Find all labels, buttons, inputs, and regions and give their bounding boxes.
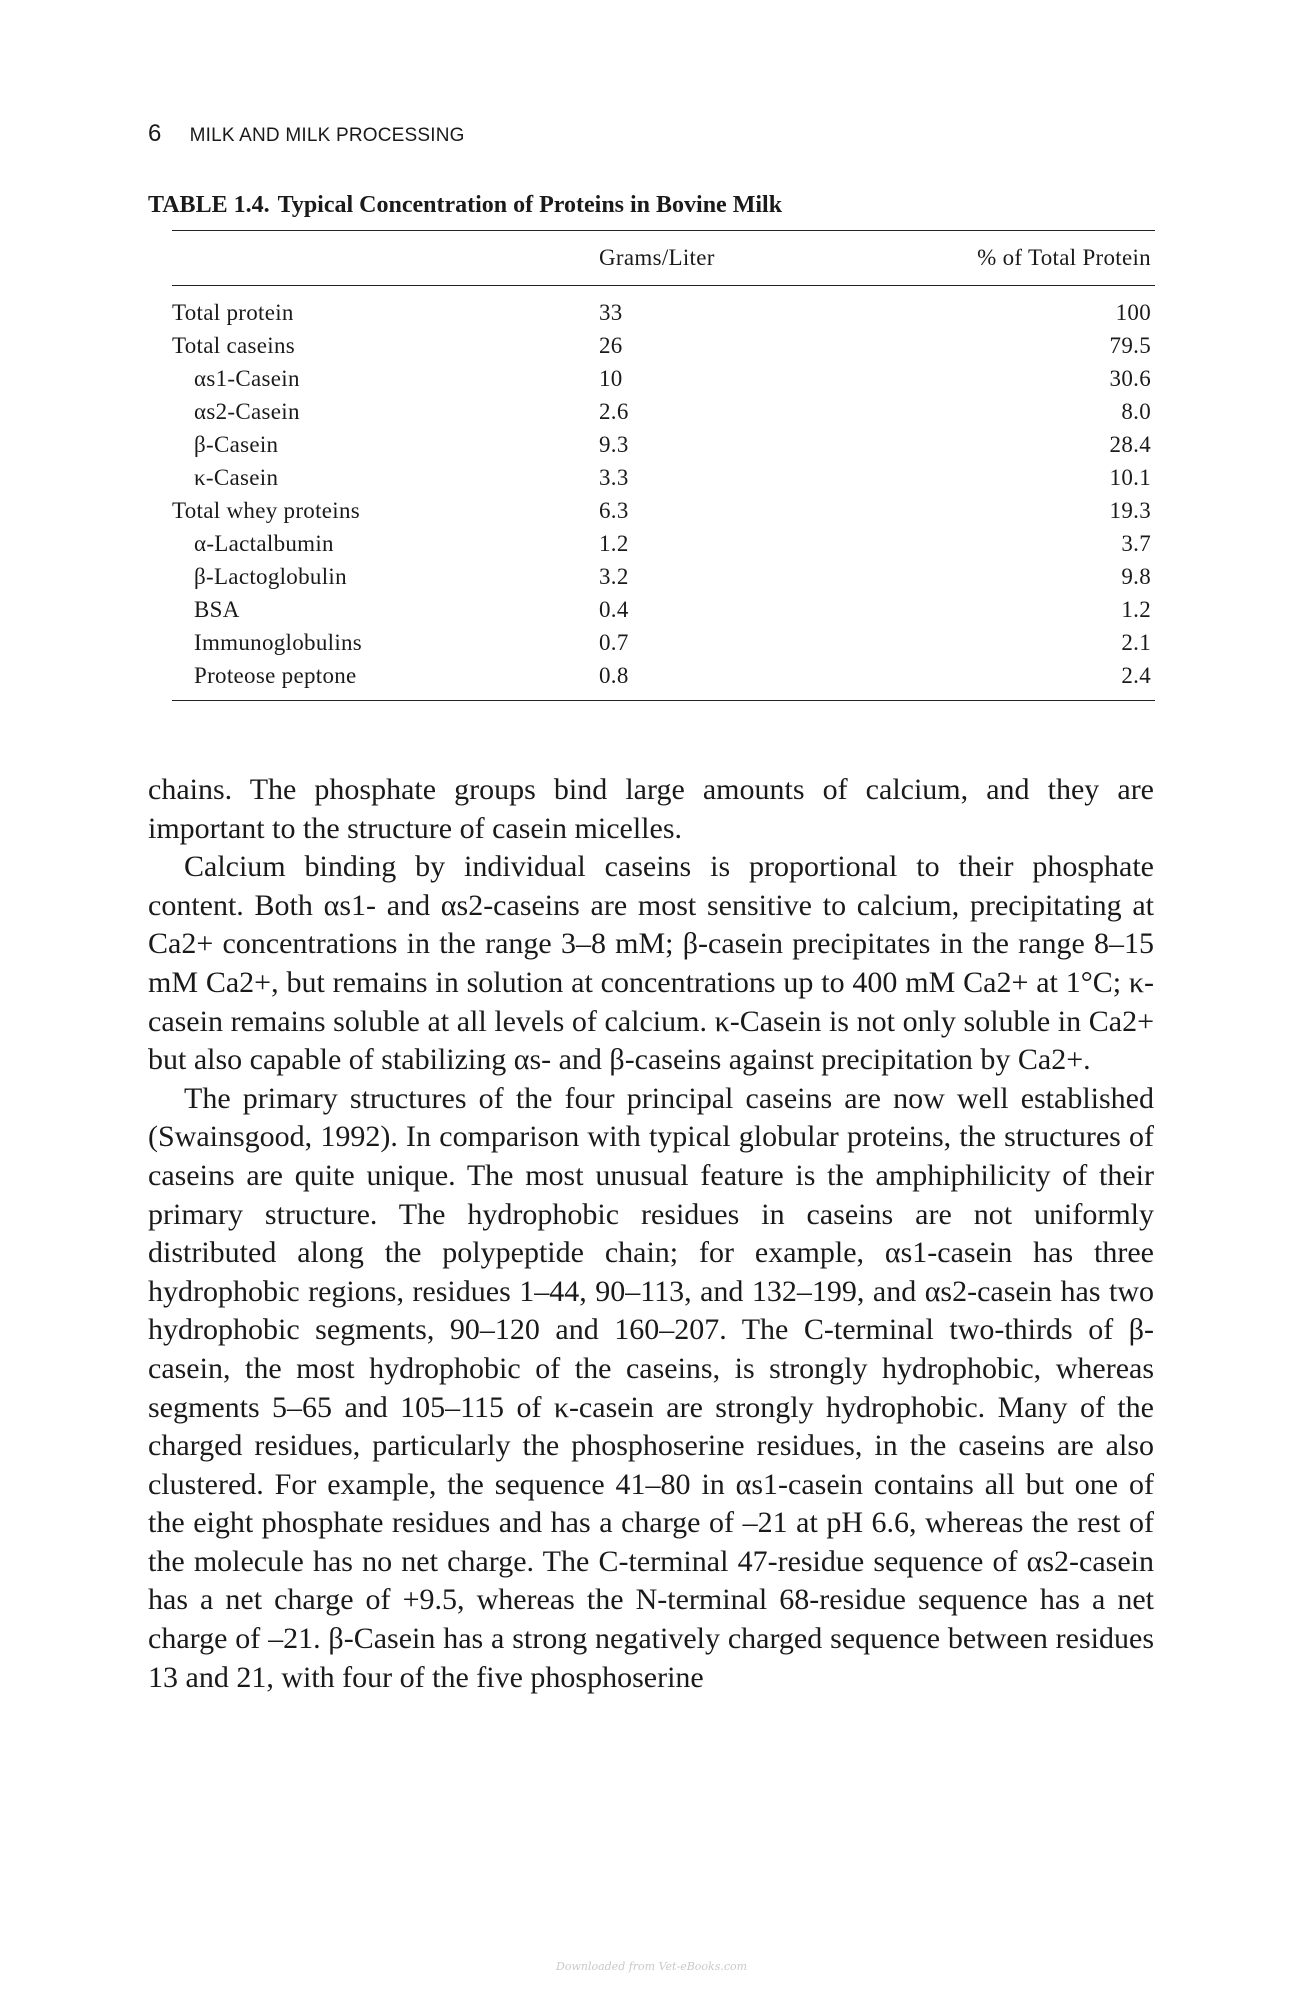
protein-name-cell: α-Lactalbumin: [194, 531, 334, 556]
protein-name-cell: β-Casein: [194, 432, 279, 457]
body-paragraph: Calcium binding by individual caseins is proportional to their phosphate content. Both αs1- and αs2-caseins are most sensitive to calcium, precipitating at Ca2+ concentrations in the range 3–8 mM; β-casein precipitates in the range 8–15 mM Ca2+, but remains in solution at concentrations up to 400 mM Ca2+ at 1°C; κ-casein remains soluble at all levels of calcium. κ-Casein is not only soluble in Ca2+ but also capable of stabilizing αs- and β-caseins against precipitation by Ca2+.: [148, 850, 1154, 1077]
table-row: [172, 329, 1155, 362]
table-row: [172, 593, 1155, 626]
table-label: TABLE 1.4.: [148, 192, 270, 218]
percent-total-cell: 8.0: [1121, 399, 1151, 424]
page-number: 6: [148, 120, 162, 147]
grams-per-liter-cell: 10: [599, 366, 623, 391]
grams-per-liter-cell: 2.6: [599, 399, 629, 424]
table-header-row: [172, 231, 1155, 286]
protein-name-cell: Total whey proteins: [172, 498, 361, 523]
column-header-percent-total: % of Total Protein: [977, 245, 1151, 270]
protein-name-cell: Proteose peptone: [194, 663, 357, 688]
table-row: [172, 494, 1155, 527]
grams-per-liter-cell: 3.3: [599, 465, 629, 490]
protein-name-cell: Total protein: [172, 300, 294, 325]
percent-total-cell: 28.4: [1109, 432, 1151, 457]
table-title: Typical Concentration of Proteins in Bovine Milk: [277, 192, 783, 218]
percent-total-cell: 10.1: [1109, 465, 1151, 490]
protein-name-cell: Total caseins: [172, 333, 295, 358]
grams-per-liter-cell: 0.8: [599, 663, 629, 688]
percent-total-cell: 2.4: [1121, 663, 1151, 688]
grams-per-liter-cell: 0.7: [599, 630, 629, 655]
protein-name-cell: β-Lactoglobulin: [194, 564, 347, 589]
table-row: [172, 659, 1155, 701]
body-text: [148, 771, 1154, 1697]
running-header: [148, 120, 465, 148]
running-title: MILK AND MILK PROCESSING: [189, 125, 465, 146]
table-row: [172, 428, 1155, 461]
percent-total-cell: 19.3: [1109, 498, 1151, 523]
table-row: [172, 286, 1155, 330]
column-header-protein: [172, 231, 599, 286]
grams-per-liter-cell: 33: [599, 300, 623, 325]
grams-per-liter-cell: 6.3: [599, 498, 629, 523]
grams-per-liter-cell: 9.3: [599, 432, 629, 457]
grams-per-liter-cell: 3.2: [599, 564, 629, 589]
body-paragraph: chains. The phosphate groups bind large amounts of calcium, and they are important to the structure of casein micelles.: [148, 773, 1154, 845]
column-header-grams-per-liter: Grams/Liter: [599, 245, 715, 270]
table-caption: [148, 192, 782, 219]
percent-total-cell: 100: [1115, 300, 1151, 325]
table-body: [172, 286, 1155, 701]
table-row: [172, 560, 1155, 593]
table-row: [172, 626, 1155, 659]
protein-name-cell: κ-Casein: [194, 465, 279, 490]
protein-name-cell: Immunoglobulins: [194, 630, 363, 655]
table-row: [172, 362, 1155, 395]
table-row: [172, 395, 1155, 428]
table-row: [172, 461, 1155, 494]
percent-total-cell: 1.2: [1121, 597, 1151, 622]
grams-per-liter-cell: 26: [599, 333, 623, 358]
grams-per-liter-cell: 0.4: [599, 597, 629, 622]
percent-total-cell: 3.7: [1121, 531, 1151, 556]
grams-per-liter-cell: 1.2: [599, 531, 629, 556]
protein-table: [172, 230, 1155, 701]
percent-total-cell: 79.5: [1109, 333, 1151, 358]
footer-watermark: Downloaded from Vet-eBooks.com: [556, 1960, 748, 1973]
protein-name-cell: αs1-Casein: [194, 366, 300, 391]
protein-name-cell: αs2-Casein: [194, 399, 300, 424]
percent-total-cell: 2.1: [1121, 630, 1151, 655]
table-row: [172, 527, 1155, 560]
percent-total-cell: 30.6: [1109, 366, 1151, 391]
percent-total-cell: 9.8: [1121, 564, 1151, 589]
body-paragraph: The primary structures of the four principal caseins are now well established (Swainsgood, 1992). In comparison with typical globular proteins, the structures of caseins are quite unique. The most unusual feature is the amphiphilicity of their primary structure. The hydrophobic residues in caseins are not uniformly distributed along the polypeptide chain; for example, αs1-casein has three hydrophobic regions, residues 1–44, 90–113, and 132–199, and αs2-casein has two hydrophobic segments, 90–120 and 160–207. The C-terminal two-thirds of β-casein, the most hydrophobic of the caseins, is strongly hydrophobic, whereas segments 5–65 and 105–115 of κ-casein are strongly hydrophobic. Many of the charged residues, particularly the phosphoserine residues, in the caseins are also clustered. For example, the sequence 41–80 in αs1-casein contains all but one of the eight phosphate residues and has a charge of –21 at pH 6.6, whereas the rest of the molecule has no net charge. The C-terminal 47-residue sequence of αs2-casein has a net charge of +9.5, whereas the N-terminal 68-residue sequence has a net charge of –21. β-Casein has a strong negatively charged sequence between residues 13 and 21, with four of the five phosphoserine: [148, 1081, 1154, 1694]
protein-name-cell: BSA: [194, 597, 240, 622]
